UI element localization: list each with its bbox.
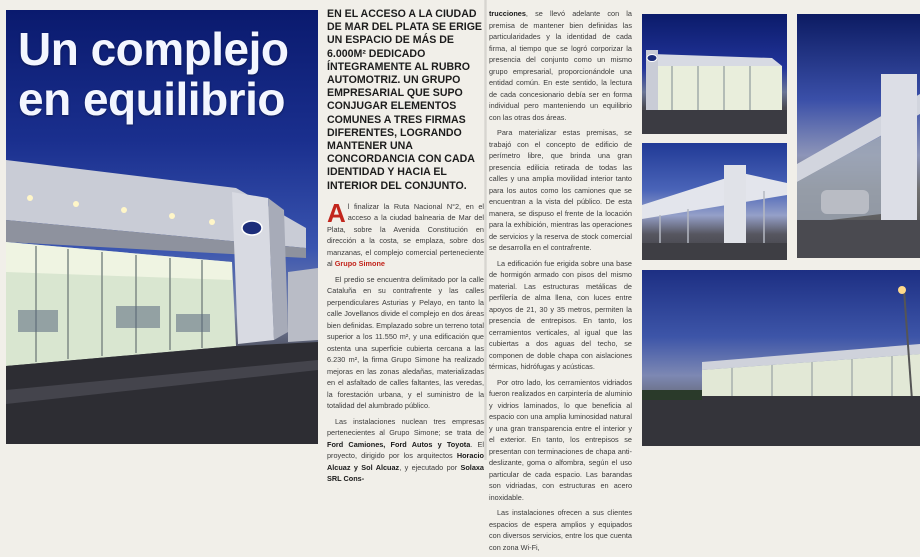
title-line-2: en equilibrio — [18, 73, 285, 125]
paragraph-2: El predio se encuentra delimitado por la calle Cataluña en su contrafrente y las calles perpendiculares Asturias y Pelayo, en tanto la calle Jovellanos divide el complejo en dos áreas bien definidas. Emplazado sobre un terreno total superior a los 11.550 m², y una edificación que ostenta una superficie cubierta cercana a las 6.230 m², la firma Grupo Simone ha realizado mejoras en las zonas aledañas, materializadas en el asfaltado de calles faltantes, las veredas, la forestación urbana, y el suministro de la totalidad del alumbrado público. — [327, 274, 484, 411]
page-gutter — [484, 0, 487, 460]
col2-paragraph-1 — [489, 8, 632, 123]
col2-paragraph-2: Para materializar estas premisas, se trabajó con el concepto de edificio de perímetro libre, que brinda una gran presencia edilicia retirada de todas las calles y una amplia movilidad interior tanto para los autos como los camiones que se encuentran a la vista del público. De esta manera, se dispuso el frente de la locación para la exhibición, mientras las operaciones de servicios y la reserva de stock comercial se desarrolla en el contrafrente. — [489, 128, 632, 252]
drop-cap: A — [327, 197, 346, 228]
paragraph-1-text: l finalizar la Ruta Nacional N°2, en el acceso a la ciudad balnearia de Mar del Plata, sobre la Avenida Constitución en dirección a la costa, se emplaza, sobre dos manzanas, el complejo comercial perteneciente al — [327, 201, 484, 269]
photo-dealership-panorama — [642, 270, 920, 446]
title-line-1: Un complejo — [18, 23, 289, 75]
paragraph-3 — [327, 416, 484, 485]
paragraph-1 — [327, 197, 484, 270]
paragraph-3-text-a: Las instalaciones nuclean tres empresas pertenecientes al Grupo Simone; se trata de — [327, 416, 484, 438]
paragraph-3-architects: Horacio Alcuaz y Sol Alcuaz — [327, 451, 484, 472]
paragraph-1-highlight: Grupo Simone — [334, 259, 385, 269]
paragraph-3-brands: Ford Camiones, Ford Autos y Toyota — [327, 439, 471, 449]
article-title — [18, 24, 289, 124]
paragraph-3-text-e: , y ejecutado por — [399, 462, 461, 472]
article-deck: EN EL ACCESO A LA CIUDAD DE MAR DEL PLATA SE ERIGE UN ESPACIO DE MÁS DE 6.000M² DEDICADO ÍNTEGRAMENTE AL RUBRO AUTOMOTRIZ. UN GRUPO EMPRESARIAL QUE SUPO CONJUGAR ELEMENTOS COMUNES A TRES FIRMAS DIFERENTES, LOGRANDO MANTENER UNA CONCORDANCIA CON CADA IDENTIDAD Y HACIA EL INTERIOR DEL CONJUNTO. — [327, 8, 482, 192]
photo-toyota-canopy — [642, 143, 787, 260]
col2-paragraph-3: La edificación fue erigida sobre una base de hormigón armado con pisos del mismo material. Las estructuras metálicas de perfilería de alma llena, con luces entre apoyos de 21, 30 y 35 metros, permiten la presencia de entrepisos. En tanto, los cerramientos verticales, al igual que las cubiertas a dos aguas del techo, se componen de doble chapa con aislaciones térmicas, hidrófugas y acústicas. — [489, 258, 632, 371]
text-column-1 — [327, 8, 484, 489]
photo-canopy-tower — [797, 14, 920, 258]
paragraph-3-text-c: . El proyecto, dirigido por los arquitectos — [327, 439, 485, 461]
col2-paragraph-5: Las instalaciones ofrecen a sus clientes espacios de espera amplios y equipados con diversos servicios, entre los que cuenta con zona Wi-Fi, — [489, 508, 632, 552]
photo-ford-showroom — [642, 14, 787, 134]
col2-paragraph-4: Por otro lado, los cerramientos vidriados fueron realizados en carpintería de aluminio y vidrios laminados, lo que beneficia al espacio con una amplia luminosidad natural y una gran transparencia entre el interior y el exterior. En tanto, los entrepisos se presentan con terminaciones de chapa anti-deslizante, goma o alfombra, según el uso particular de cada espacio. Las barandas son vidriadas, con estructuras en acero inoxidable. — [489, 377, 632, 502]
hero-photo — [6, 10, 318, 444]
text-column-2 — [489, 8, 632, 557]
col2-paragraph-1-text: , se llevó adelante con la premisa de mantener bien definidas las particularidades y la identidad de cada firma, al tiempo que se logró corporizar la presencia del conjunto como un mismo grupo empresarial, proporcionándole una entidad común. En este sentido, la lectura de cada concesionario debía ser en forma individual pero manteniendo un equilibrio con las otras dos áreas. — [489, 9, 632, 122]
paragraph-3-builder: Solaxa SRL Cons- — [327, 462, 484, 484]
builder-continuation: trucciones — [489, 9, 526, 18]
